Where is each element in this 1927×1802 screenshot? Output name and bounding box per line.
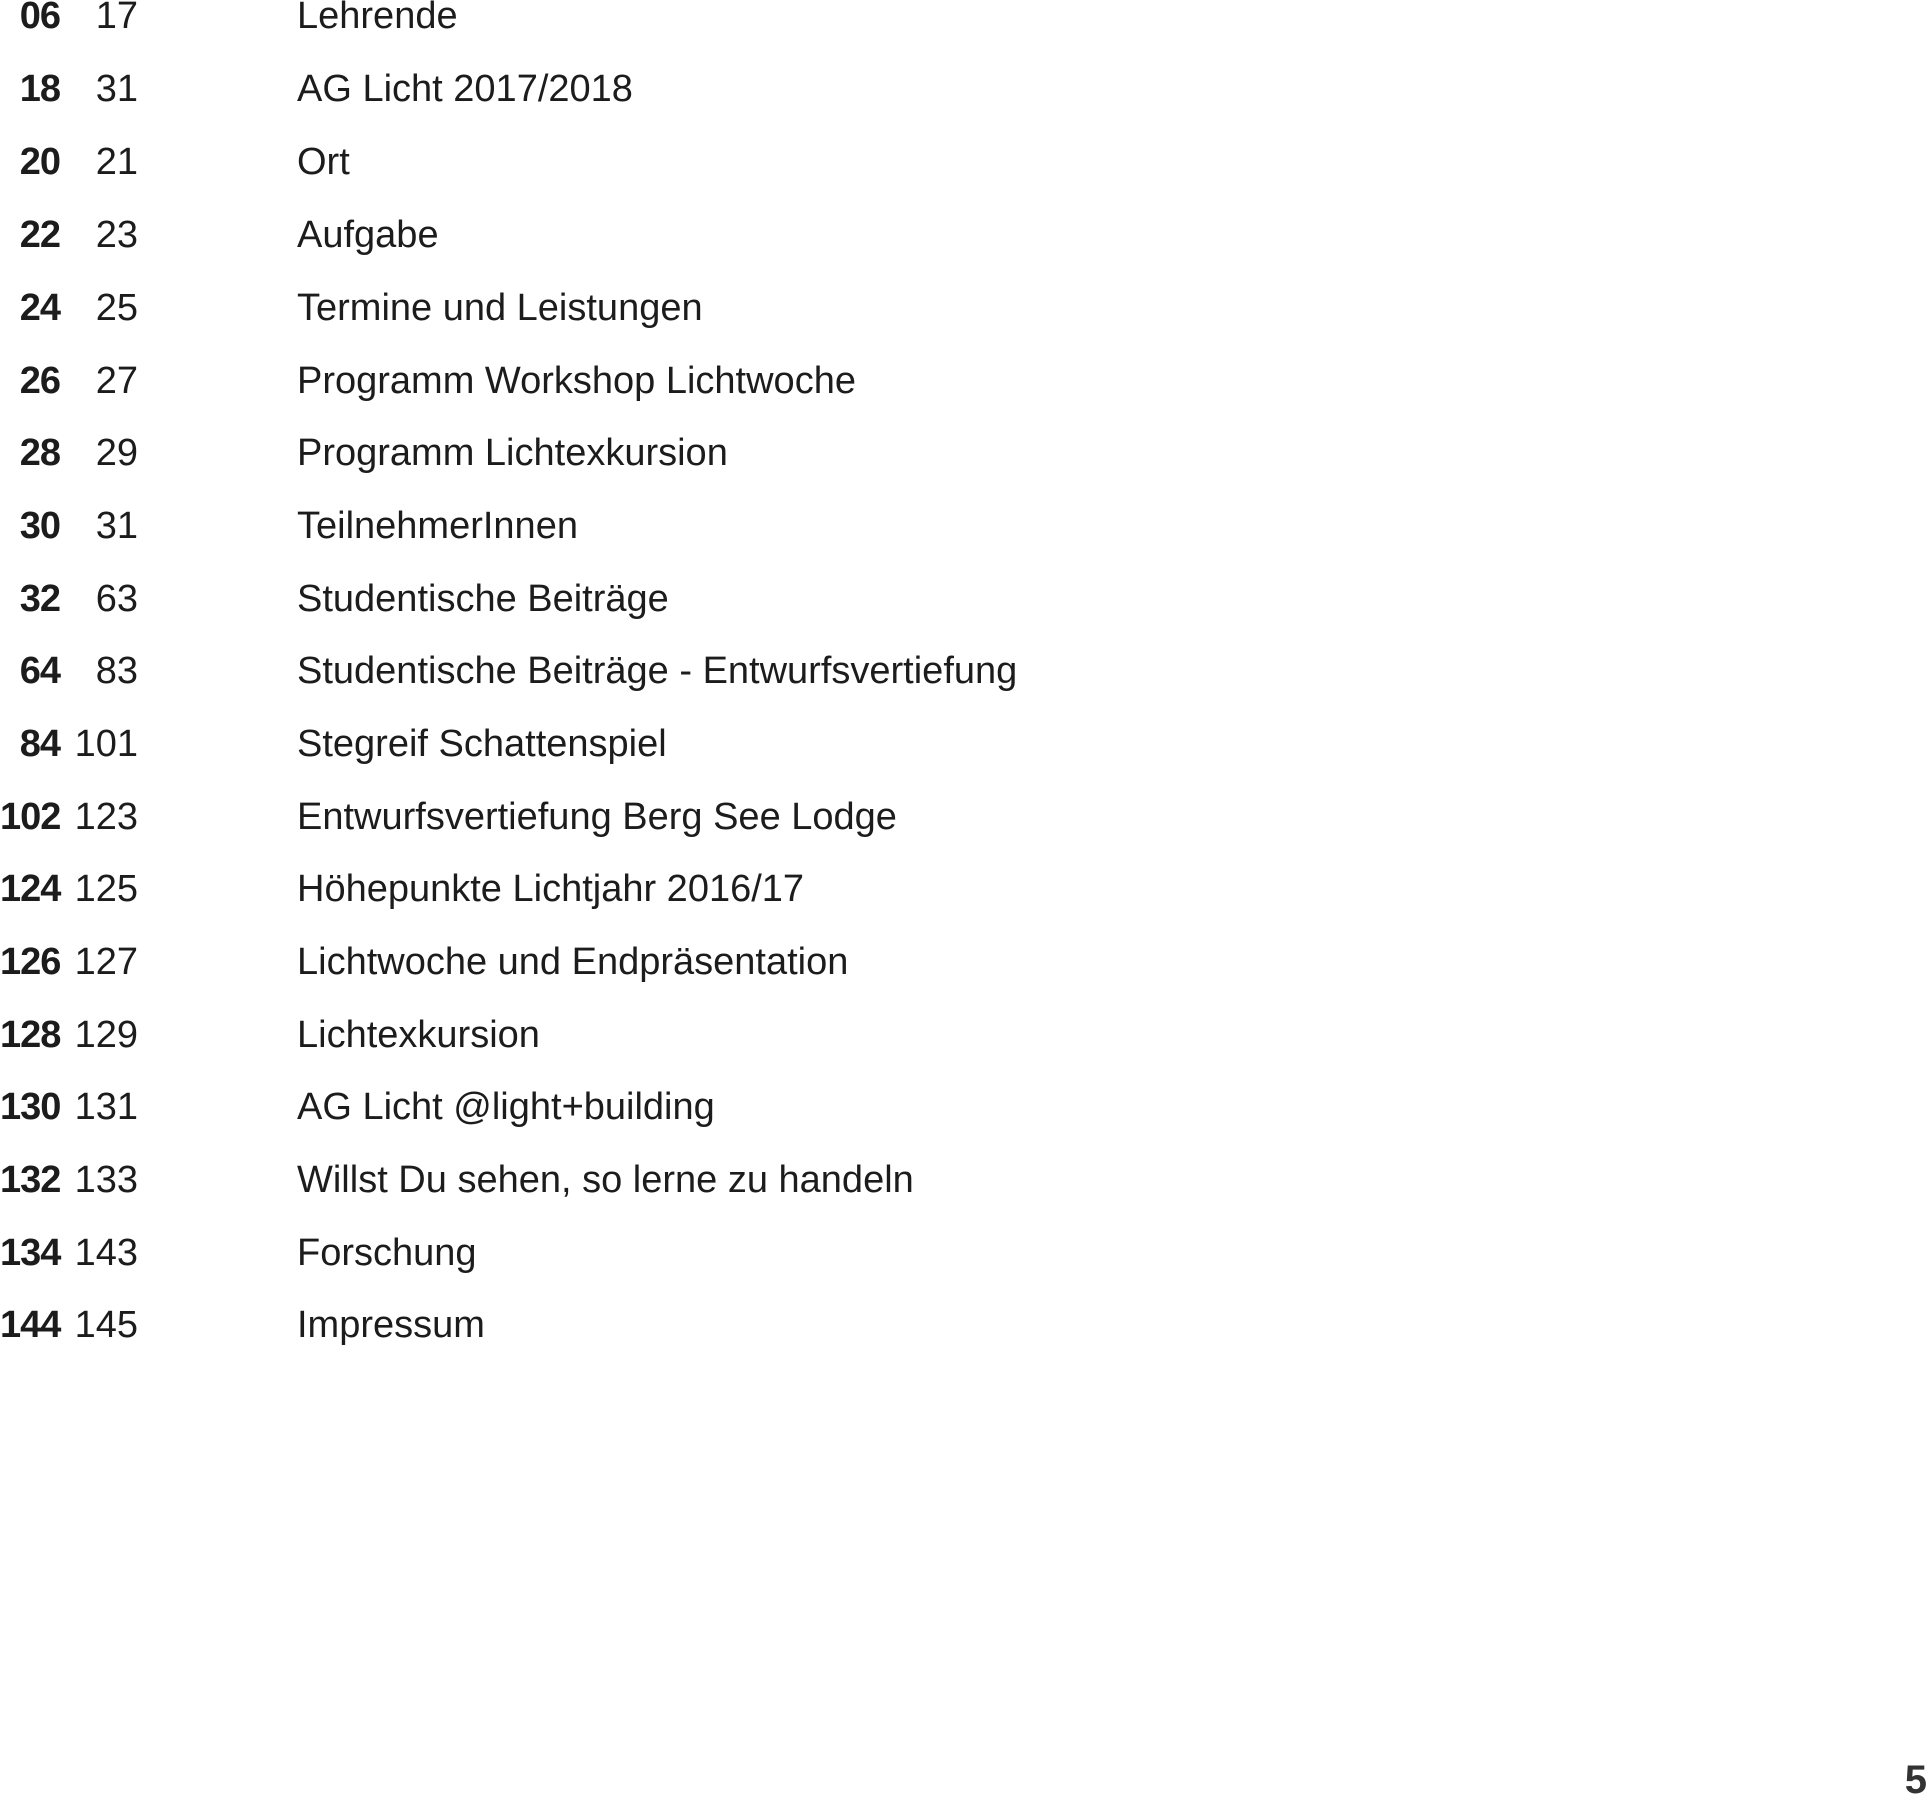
toc-title: Lichtwoche und Endpräsentation bbox=[297, 941, 849, 983]
toc-title: Studentische Beiträge - Entwurfsvertiefung bbox=[297, 650, 1018, 692]
toc-title: Stegreif Schattenspiel bbox=[297, 723, 667, 765]
page-number: 5 bbox=[1904, 1758, 1927, 1802]
toc-end-page: 83 bbox=[95, 650, 138, 692]
toc-start-page: 124 bbox=[0, 868, 61, 910]
toc-title: AG Licht 2017/2018 bbox=[297, 68, 633, 110]
toc-end-page: 125 bbox=[74, 868, 138, 910]
toc-start-page: 28 bbox=[19, 432, 60, 474]
toc-end-page: 129 bbox=[74, 1014, 138, 1056]
toc-start-page: 144 bbox=[0, 1304, 61, 1346]
toc-end-page: 145 bbox=[74, 1304, 138, 1346]
toc-end-page: 31 bbox=[95, 68, 138, 110]
toc-title: Lehrende bbox=[297, 0, 458, 37]
toc-start-page: 132 bbox=[0, 1159, 61, 1201]
toc-end-page: 127 bbox=[74, 941, 138, 983]
toc-entry[interactable] bbox=[0, 580, 1200, 640]
toc-title: Entwurfsvertiefung Berg See Lodge bbox=[297, 796, 897, 838]
toc-title: Höhepunkte Lichtjahr 2016/17 bbox=[297, 868, 805, 910]
toc-title: TeilnehmerInnen bbox=[297, 505, 578, 547]
toc-title: Ort bbox=[297, 141, 350, 183]
toc-entry[interactable] bbox=[0, 0, 1200, 57]
toc-start-page: 130 bbox=[0, 1086, 61, 1128]
toc-entry[interactable] bbox=[0, 943, 1200, 1003]
toc-start-page: 64 bbox=[19, 650, 60, 692]
toc-end-page: 143 bbox=[74, 1232, 138, 1274]
toc-start-page: 30 bbox=[19, 505, 60, 547]
toc-end-page: 63 bbox=[95, 578, 138, 620]
toc-start-page: 102 bbox=[0, 796, 61, 838]
toc-entry[interactable] bbox=[0, 216, 1200, 276]
toc-start-page: 126 bbox=[0, 941, 61, 983]
toc-entry[interactable] bbox=[0, 143, 1200, 203]
toc-entry[interactable] bbox=[0, 289, 1200, 349]
toc-end-page: 101 bbox=[74, 723, 138, 765]
toc-entry[interactable] bbox=[0, 507, 1200, 567]
toc-start-page: 128 bbox=[0, 1014, 61, 1056]
toc-start-page: 18 bbox=[19, 68, 60, 110]
toc-title: Impressum bbox=[297, 1304, 485, 1346]
toc-entry[interactable] bbox=[0, 798, 1200, 858]
toc-start-page: 134 bbox=[0, 1232, 61, 1274]
toc-entry[interactable] bbox=[0, 870, 1200, 930]
toc-start-page: 20 bbox=[19, 141, 60, 183]
toc-start-page: 24 bbox=[19, 287, 60, 329]
toc-end-page: 17 bbox=[95, 0, 138, 37]
toc-end-page: 131 bbox=[74, 1086, 138, 1128]
toc-entry[interactable] bbox=[0, 725, 1200, 785]
toc-entry[interactable] bbox=[0, 1161, 1200, 1221]
toc-title: Termine und Leistungen bbox=[297, 287, 703, 329]
toc-title: Forschung bbox=[297, 1232, 477, 1274]
toc-start-page: 84 bbox=[19, 723, 60, 765]
toc-title: Lichtexkursion bbox=[297, 1014, 540, 1056]
toc-title: AG Licht @light+building bbox=[297, 1086, 715, 1128]
toc-end-page: 133 bbox=[74, 1159, 138, 1201]
toc-entry[interactable] bbox=[0, 652, 1200, 712]
toc-end-page: 31 bbox=[95, 505, 138, 547]
toc-start-page: 26 bbox=[19, 360, 60, 402]
toc-end-page: 21 bbox=[95, 141, 138, 183]
toc-title: Aufgabe bbox=[297, 214, 439, 256]
toc-start-page: 06 bbox=[19, 0, 60, 37]
toc-end-page: 123 bbox=[74, 796, 138, 838]
toc-title: Willst Du sehen, so lerne zu handeln bbox=[297, 1159, 914, 1201]
toc-end-page: 29 bbox=[95, 432, 138, 474]
toc-end-page: 23 bbox=[95, 214, 138, 256]
toc-end-page: 25 bbox=[95, 287, 138, 329]
toc-end-page: 27 bbox=[95, 360, 138, 402]
toc-entry[interactable] bbox=[0, 1088, 1200, 1148]
toc-start-page: 32 bbox=[19, 578, 60, 620]
toc-entry[interactable] bbox=[0, 434, 1200, 494]
toc-entry[interactable] bbox=[0, 1306, 1200, 1366]
toc-title: Studentische Beiträge bbox=[297, 578, 669, 620]
toc-title: Programm Lichtexkursion bbox=[297, 432, 728, 474]
toc-start-page: 22 bbox=[19, 214, 60, 256]
toc-entry[interactable] bbox=[0, 1234, 1200, 1294]
toc-entry[interactable] bbox=[0, 1016, 1200, 1076]
toc-entry[interactable] bbox=[0, 70, 1200, 130]
toc-entry[interactable] bbox=[0, 362, 1200, 422]
toc-title: Programm Workshop Lichtwoche bbox=[297, 360, 856, 402]
